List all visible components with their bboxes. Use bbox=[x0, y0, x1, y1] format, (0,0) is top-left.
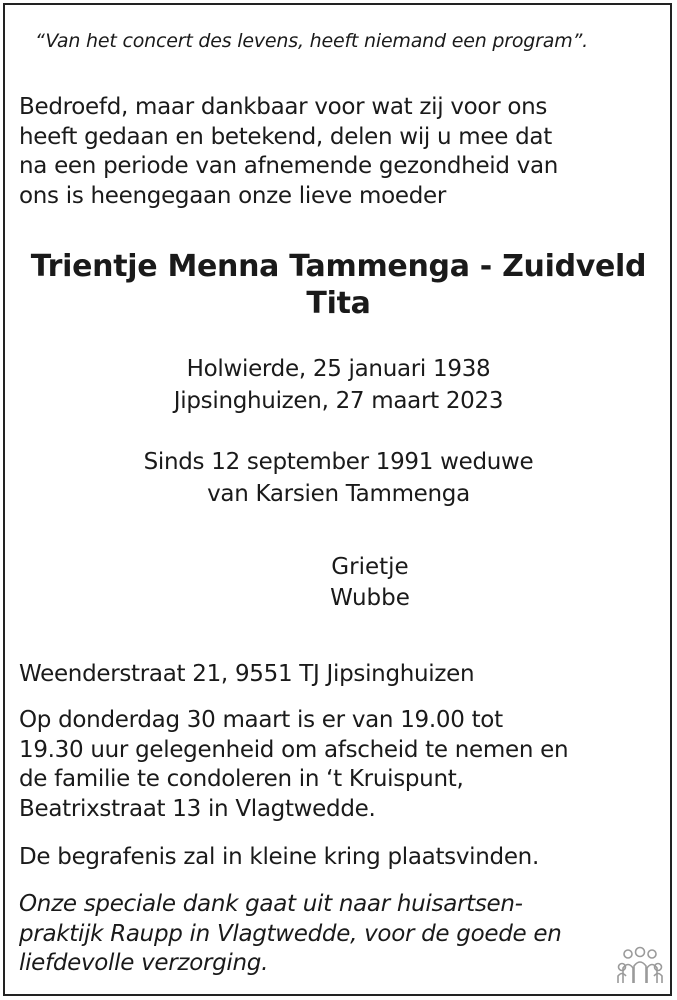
intro-line: Bedroefd, maar dankbaar voor wat zij voor ons bbox=[19, 94, 548, 120]
widow-info bbox=[0, 446, 677, 510]
life-dates bbox=[0, 353, 677, 417]
widow-line: van Karsien Tammenga bbox=[207, 481, 470, 507]
intro-line: heeft gedaan en betekend, delen wij u mee dat bbox=[19, 123, 552, 150]
condolence-line: Op donderdag 30 maart is er van 19.00 tot bbox=[19, 707, 503, 733]
intro-line: ons is heengegaan onze lieve moeder bbox=[19, 182, 447, 209]
condolence-line: Beatrixstraat 13 in Vlagtwedde. bbox=[19, 795, 376, 822]
condolence-info bbox=[19, 706, 568, 824]
correspondence-address: Weenderstraat 21, 9551 TJ Jipsinghuizen bbox=[19, 661, 475, 687]
death-date: Jipsinghuizen, 27 maart 2023 bbox=[173, 388, 504, 414]
thanks-line: praktijk Raupp in Vlagtwedde, voor de goede en bbox=[19, 920, 562, 947]
intro-line: na een periode van afnemende gezondheid van bbox=[19, 153, 559, 179]
widow-line: Sinds 12 september 1991 weduwe bbox=[143, 449, 534, 475]
child-name: Wubbe bbox=[330, 585, 410, 611]
child-name: Grietje bbox=[331, 554, 409, 580]
birth-date: Holwierde, 25 januari 1938 bbox=[186, 356, 491, 382]
children-list bbox=[320, 552, 420, 614]
deceased-full-name: Trientje Menna Tammenga - Zuidveld bbox=[30, 249, 647, 284]
thanks-text bbox=[19, 890, 562, 979]
thanks-line: liefdevolle verzorging. bbox=[19, 950, 269, 976]
deceased-name-block bbox=[0, 248, 677, 322]
opening-quote: “Van het concert des levens, heeft niemand een program”. bbox=[35, 30, 588, 52]
intro-text bbox=[19, 93, 558, 211]
condolence-line: 19.30 uur gelegenheid om afscheid te nemen en bbox=[19, 736, 569, 763]
funeral-info: De begrafenis zal in kleine kring plaatsvinden. bbox=[19, 844, 539, 870]
people-group-icon bbox=[617, 946, 663, 986]
deceased-nickname: Tita bbox=[306, 286, 371, 321]
thanks-line: Onze speciale dank gaat uit naar huisartsen- bbox=[19, 891, 523, 917]
condolence-line: de familie te condoleren in ‘t Kruispunt, bbox=[19, 766, 464, 792]
